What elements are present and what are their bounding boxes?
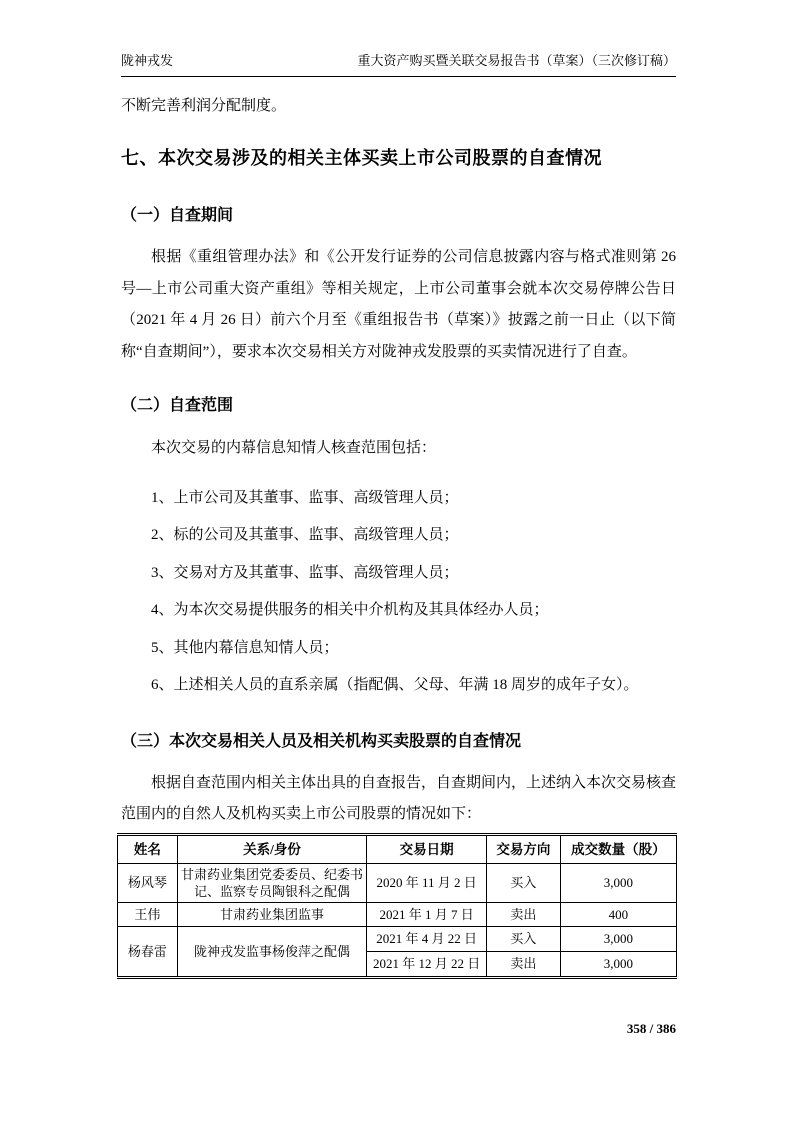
column-header: 交易日期 <box>367 834 487 863</box>
cell-trade-volume: 3,000 <box>560 926 676 951</box>
column-header: 关系/身份 <box>177 834 367 863</box>
table-row <box>118 902 677 926</box>
scope-item-3: 3、交易对方及其董事、监事、高级管理人员； <box>151 564 459 581</box>
cell-trade-direction: 卖出 <box>486 951 560 977</box>
cell-trade-date: 2021 年 12 月 22 日 <box>367 951 487 977</box>
scope-item-list <box>121 483 676 702</box>
table-row <box>118 863 677 902</box>
subsection-2-lead: 本次交易的内幕信息知情人核查范围包括： <box>151 440 437 456</box>
column-header: 交易方向 <box>486 834 560 863</box>
cell-trade-volume: 3,000 <box>560 863 676 902</box>
cell-name: 杨春雷 <box>118 926 178 977</box>
scope-item-4: 4、为本次交易提供服务的相关中介机构及其具体经办人员； <box>151 602 549 618</box>
section-title: 七、本次交易涉及的相关主体买卖上市公司股票的自查情况 <box>121 148 602 168</box>
column-header: 姓名 <box>118 834 178 863</box>
cell-trade-volume: 400 <box>560 902 676 926</box>
cell-trade-volume: 3,000 <box>560 951 676 977</box>
cell-trade-direction: 买入 <box>486 926 560 951</box>
intro-paragraph: 不断完善利润分配制度。 <box>121 98 287 114</box>
scope-item-2: 2、标的公司及其董事、监事、高级管理人员； <box>151 527 459 543</box>
subsection-1-paragraph: 根据《重组管理办法》和《公开发行证券的公司信息披露内容与格式准则第 26 号—上市公司重大资产重组》等相关规定，上市公司董事会就本次交易停牌公告日（2021 年 4 月 26 日）前六个月至《重组报告书（草案）》披露之前一日止（以下简称“自查期间”），要求本次交易相关方对陇神戎发股票的买卖情况进行了自查。 <box>121 249 676 360</box>
scope-item-5: 5、其他内幕信息知情人员； <box>151 639 339 656</box>
cell-relation: 甘肃药业集团监事 <box>177 902 367 926</box>
subsection-3-title: （三）本次交易相关人员及相关机构买卖股票的自查情况 <box>121 732 522 750</box>
scope-item-6: 6、上述相关人员的直系亲属（指配偶、父母、年满 18 周岁的成年子女）。 <box>151 677 639 693</box>
subsection-3-paragraph: 根据自查范围内相关主体出具的自查报告，自查期间内，上述纳入本次交易核查范围内的自然人及机构买卖上市公司股票的情况如下： <box>121 774 677 822</box>
cell-trade-date: 2021 年 4 月 22 日 <box>367 926 487 951</box>
subsection-2-title: （二）自查范围 <box>121 397 234 414</box>
subsection-1-title: （一）自查期间 <box>121 207 234 224</box>
cell-relation: 甘肃药业集团党委委员、纪委书记、监察专员陶银科之配偶 <box>177 863 367 902</box>
table-row <box>118 926 677 951</box>
page-footer <box>121 1021 676 1037</box>
cell-trade-direction: 买入 <box>486 863 560 902</box>
column-header: 成交数量（股） <box>560 834 676 863</box>
header-report-title: 重大资产购买暨关联交易报告书（草案）（三次修订稿） <box>357 53 676 68</box>
cell-trade-direction: 卖出 <box>486 902 560 926</box>
cell-name: 王伟 <box>118 902 178 926</box>
header-company-name: 陇神戎发 <box>121 53 174 68</box>
page-header <box>121 53 676 77</box>
table-header-row <box>118 834 677 863</box>
cell-relation: 陇神戎发监事杨俊萍之配偶 <box>177 926 367 977</box>
cell-name: 杨风琴 <box>118 863 178 902</box>
page-number: 358 / 386 <box>626 1020 676 1036</box>
scope-item-1: 1、上市公司及其董事、监事、高级管理人员； <box>151 489 459 506</box>
trade-table <box>117 833 677 979</box>
cell-trade-date: 2020 年 11 月 2 日 <box>367 863 487 902</box>
cell-trade-date: 2021 年 1 月 7 日 <box>367 902 487 926</box>
